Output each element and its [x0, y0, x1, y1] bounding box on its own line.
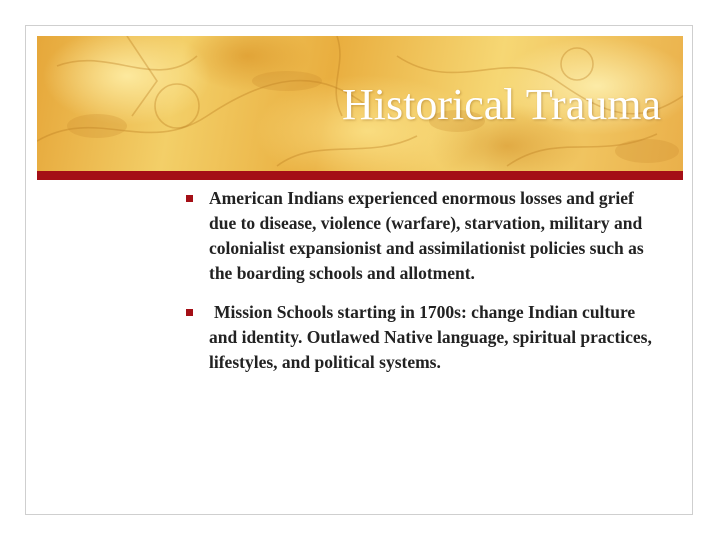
slide [25, 25, 693, 515]
slide-title: Historical Trauma [342, 80, 661, 129]
square-bullet-icon [186, 309, 193, 316]
title-banner [37, 36, 683, 171]
bullet-item [184, 300, 664, 375]
square-bullet-icon [186, 195, 193, 202]
bullet-text: American Indians experienced enormous losses and grief due to disease, violence (warfare), starvation, military and colonialist expansionist and assimilationist policies such as the boarding schools and allotment. [209, 188, 644, 283]
bullet-text: Mission Schools starting in 1700s: change Indian culture and identity. Outlawed Native language, spiritual practices, lifestyles, and political systems. [209, 302, 652, 372]
title-divider [37, 171, 683, 180]
bullet-item [184, 186, 664, 286]
bullet-list [184, 186, 664, 389]
